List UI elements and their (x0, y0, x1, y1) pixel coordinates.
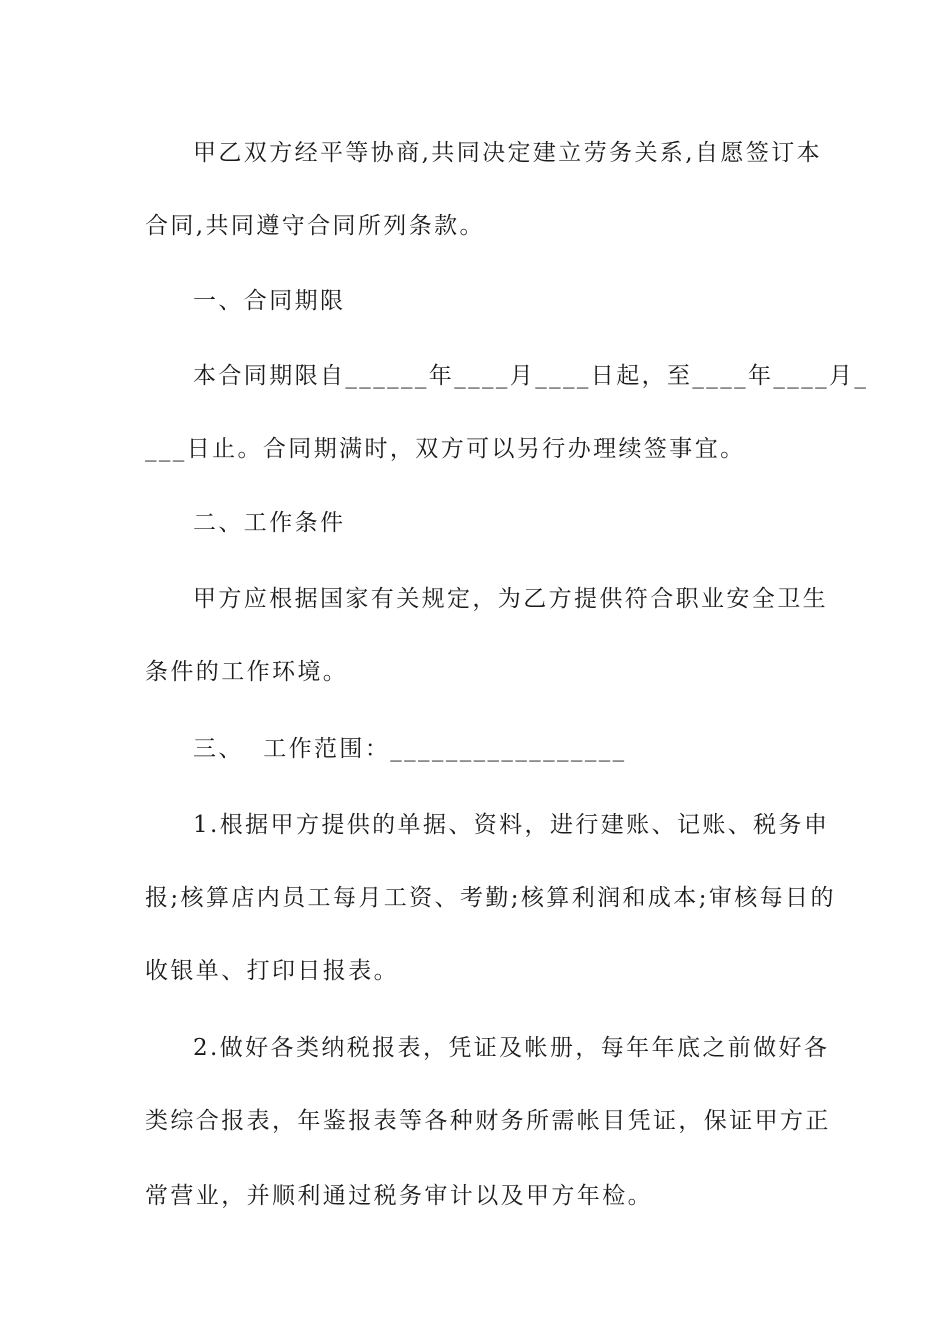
heading-work-conditions: 二、工作条件 (193, 510, 346, 536)
paragraph-intro-line-1: 甲乙双方经平等协商,共同决定建立劳务关系,自愿签订本 (193, 140, 823, 166)
paragraph-term-line-1: 本合同期限自______年____月____日起，至____年____月_ (193, 363, 869, 389)
paragraph-conditions-line-1: 甲方应根据国家有关规定，为乙方提供符合职业安全卫生 (193, 586, 828, 612)
item-2-line-3: 常营业，并顺利通过税务审计以及甲方年检。 (145, 1183, 653, 1209)
paragraph-conditions-line-2: 条件的工作环境。 (145, 659, 349, 685)
paragraph-intro-line-2: 合同,共同遵守合同所列条款。 (145, 213, 485, 239)
item-2-line-1: 2.做好各类纳税报表，凭证及帐册，每年年底之前做好各 (193, 1035, 830, 1061)
item-2-line-2: 类综合报表，年鉴报表等各种财务所需帐目凭证，保证甲方正 (145, 1108, 831, 1134)
item-1-line-3: 收银单、打印日报表。 (145, 958, 399, 984)
item-1-line-2: 报;核算店内员工每月工资、考勤;核算利润和成本;审核每日的 (145, 885, 836, 911)
heading-contract-term: 一、合同期限 (193, 288, 346, 314)
item-1-line-1: 1.根据甲方提供的单据、资料，进行建账、记账、税务申 (193, 812, 830, 838)
heading-work-scope: 三、 工作范围：_________________ (193, 736, 627, 762)
paragraph-term-line-2: ___日止。合同期满时，双方可以另行办理续签事宜。 (145, 436, 746, 462)
